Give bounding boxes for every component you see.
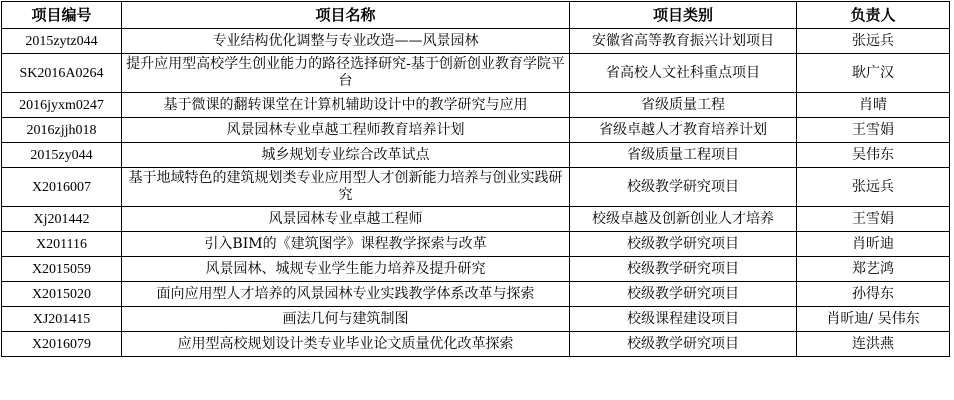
table-row bbox=[2, 118, 950, 143]
table-row bbox=[2, 168, 950, 207]
project-leader: 肖昕迪 bbox=[797, 232, 950, 257]
table-row bbox=[2, 257, 950, 282]
table-row bbox=[2, 93, 950, 118]
project-leader: 郑艺鸿 bbox=[797, 257, 950, 282]
table-row bbox=[2, 282, 950, 307]
project-code: 2015zy044 bbox=[2, 143, 122, 168]
project-category: 校级课程建设项目 bbox=[570, 307, 797, 332]
table-row bbox=[2, 54, 950, 93]
project-code: X2015020 bbox=[2, 282, 122, 307]
project-code: X2016079 bbox=[2, 332, 122, 357]
project-leader: 耿广汉 bbox=[797, 54, 950, 93]
project-leader: 张远兵 bbox=[797, 29, 950, 54]
table-row bbox=[2, 143, 950, 168]
project-leader: 王雪娟 bbox=[797, 118, 950, 143]
project-category: 省级质量工程项目 bbox=[570, 143, 797, 168]
project-name: 城乡规划专业综合改革试点 bbox=[122, 143, 570, 168]
project-code: X2015059 bbox=[2, 257, 122, 282]
project-category: 校级教学研究项目 bbox=[570, 168, 797, 207]
table-header-row bbox=[2, 2, 950, 29]
project-name: 引入BIM的《建筑图学》课程教学探索与改革 bbox=[122, 232, 570, 257]
project-name: 基于地域特色的建筑规划类专业应用型人才创新能力培养与创业实践研究 bbox=[122, 168, 570, 207]
project-code: X201116 bbox=[2, 232, 122, 257]
header-project-leader: 负责人 bbox=[797, 2, 950, 29]
project-name: 风景园林、城规专业学生能力培养及提升研究 bbox=[122, 257, 570, 282]
project-leader: 肖晴 bbox=[797, 93, 950, 118]
table-row bbox=[2, 207, 950, 232]
project-code: X2016007 bbox=[2, 168, 122, 207]
project-category: 校级教学研究项目 bbox=[570, 332, 797, 357]
project-leader: 肖昕迪/ 吴伟东 bbox=[797, 307, 950, 332]
project-category: 校级卓越及创新创业人才培养 bbox=[570, 207, 797, 232]
project-leader: 王雪娟 bbox=[797, 207, 950, 232]
project-category: 省高校人文社科重点项目 bbox=[570, 54, 797, 93]
table-row bbox=[2, 332, 950, 357]
project-code: 2015zytz044 bbox=[2, 29, 122, 54]
project-category: 省级卓越人才教育培养计划 bbox=[570, 118, 797, 143]
project-name: 面向应用型人才培养的风景园林专业实践教学体系改革与探索 bbox=[122, 282, 570, 307]
project-category: 校级教学研究项目 bbox=[570, 282, 797, 307]
project-leader: 孙得东 bbox=[797, 282, 950, 307]
project-category: 省级质量工程 bbox=[570, 93, 797, 118]
project-name: 风景园林专业卓越工程师教育培养计划 bbox=[122, 118, 570, 143]
table-row bbox=[2, 307, 950, 332]
project-code: Xj201442 bbox=[2, 207, 122, 232]
project-name: 提升应用型高校学生创业能力的路径选择研究-基于创新创业教育学院平台 bbox=[122, 54, 570, 93]
project-code: 2016zjjh018 bbox=[2, 118, 122, 143]
header-project-code: 项目编号 bbox=[2, 2, 122, 29]
project-category: 校级教学研究项目 bbox=[570, 232, 797, 257]
project-category: 安徽省高等教育振兴计划项目 bbox=[570, 29, 797, 54]
projects-table bbox=[1, 1, 950, 357]
table-row bbox=[2, 232, 950, 257]
project-code: SK2016A0264 bbox=[2, 54, 122, 93]
header-project-category: 项目类别 bbox=[570, 2, 797, 29]
project-leader: 吴伟东 bbox=[797, 143, 950, 168]
header-project-name: 项目名称 bbox=[122, 2, 570, 29]
project-name: 专业结构优化调整与专业改造——风景园林 bbox=[122, 29, 570, 54]
project-leader: 张远兵 bbox=[797, 168, 950, 207]
project-code: XJ201415 bbox=[2, 307, 122, 332]
project-code: 2016jyxm0247 bbox=[2, 93, 122, 118]
project-name: 风景园林专业卓越工程师 bbox=[122, 207, 570, 232]
project-name: 基于微课的翻转课堂在计算机辅助设计中的教学研究与应用 bbox=[122, 93, 570, 118]
project-name: 画法几何与建筑制图 bbox=[122, 307, 570, 332]
project-name: 应用型高校规划设计类专业毕业论文质量优化改革探索 bbox=[122, 332, 570, 357]
table-row bbox=[2, 29, 950, 54]
project-leader: 连洪燕 bbox=[797, 332, 950, 357]
project-category: 校级教学研究项目 bbox=[570, 257, 797, 282]
